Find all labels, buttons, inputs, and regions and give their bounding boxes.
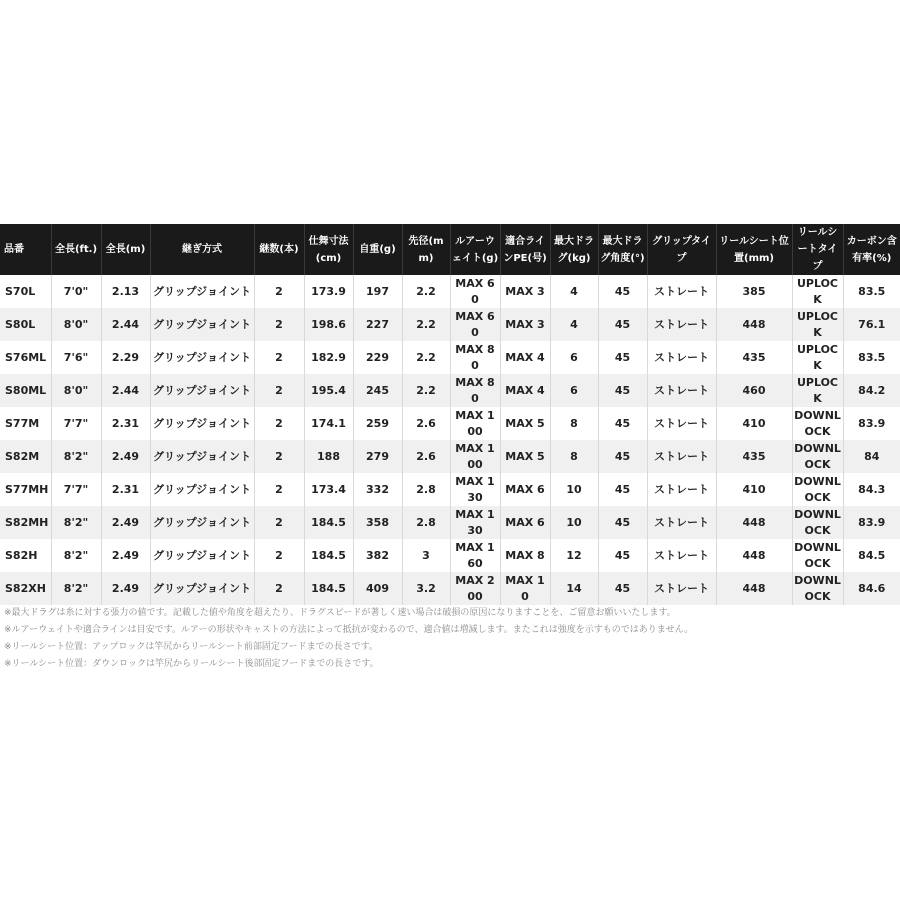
- table-cell: グリップジョイント: [150, 440, 254, 473]
- table-cell: 245: [353, 374, 402, 407]
- table-cell: MAX 60: [450, 308, 500, 341]
- spec-table-body: [0, 275, 900, 605]
- footnote: ※最大ドラグは糸に対する張力の値です。記載した値や角度を超えたり、ドラグスピードが著しく速い場合は破損の原因になりますことを、ご留意お願いいたします。: [4, 608, 676, 618]
- table-cell: 2.49: [101, 539, 150, 572]
- table-cell: 6: [550, 341, 598, 374]
- table-cell: 8'2": [51, 440, 101, 473]
- table-cell: 6: [550, 374, 598, 407]
- table-cell: 2: [254, 308, 304, 341]
- footnotes: [4, 605, 896, 673]
- column-header: 自重(g): [353, 224, 402, 275]
- table-cell: UPLOCK: [792, 275, 843, 308]
- model-number-cell: S77M: [0, 407, 51, 440]
- table-cell: 460: [716, 374, 792, 407]
- column-header: 継ぎ方式: [150, 224, 254, 275]
- table-cell: 448: [716, 308, 792, 341]
- column-header: 全長(ft.): [51, 224, 101, 275]
- table-cell: 448: [716, 539, 792, 572]
- table-cell: グリップジョイント: [150, 506, 254, 539]
- spec-table: [0, 224, 900, 605]
- table-cell: 2: [254, 407, 304, 440]
- table-cell: ストレート: [647, 440, 716, 473]
- table-cell: 2.2: [402, 308, 450, 341]
- table-cell: 2.31: [101, 407, 150, 440]
- table-cell: 2.49: [101, 572, 150, 605]
- table-cell: MAX 6: [500, 473, 550, 506]
- table-cell: 385: [716, 275, 792, 308]
- table-cell: 382: [353, 539, 402, 572]
- table-cell: 8'2": [51, 572, 101, 605]
- table-cell: 2: [254, 440, 304, 473]
- table-cell: 409: [353, 572, 402, 605]
- model-number-cell: S82MH: [0, 506, 51, 539]
- column-header: カーボン含有率(%): [843, 224, 900, 275]
- table-cell: 198.6: [304, 308, 353, 341]
- table-cell: 229: [353, 341, 402, 374]
- table-cell: 76.1: [843, 308, 900, 341]
- table-cell: 259: [353, 407, 402, 440]
- table-cell: MAX 60: [450, 275, 500, 308]
- table-row: [0, 407, 900, 440]
- column-header: 先径(mm): [402, 224, 450, 275]
- table-cell: 45: [598, 407, 647, 440]
- table-cell: DOWNLOCK: [792, 506, 843, 539]
- table-cell: 2.49: [101, 440, 150, 473]
- table-cell: 83.5: [843, 275, 900, 308]
- table-cell: MAX 3: [500, 308, 550, 341]
- column-header: 最大ドラグ(kg): [550, 224, 598, 275]
- table-row: [0, 572, 900, 605]
- model-number-cell: S82XH: [0, 572, 51, 605]
- column-header: 最大ドラグ角度(°): [598, 224, 647, 275]
- table-cell: 8'0": [51, 308, 101, 341]
- table-cell: 2: [254, 572, 304, 605]
- table-cell: 8'2": [51, 506, 101, 539]
- table-row: [0, 374, 900, 407]
- table-cell: 3.2: [402, 572, 450, 605]
- table-cell: ストレート: [647, 374, 716, 407]
- table-cell: MAX 3: [500, 275, 550, 308]
- table-cell: 184.5: [304, 506, 353, 539]
- table-cell: 45: [598, 308, 647, 341]
- table-cell: 8: [550, 407, 598, 440]
- table-cell: 435: [716, 341, 792, 374]
- table-cell: MAX 200: [450, 572, 500, 605]
- table-cell: 2.31: [101, 473, 150, 506]
- table-cell: 184.5: [304, 572, 353, 605]
- table-cell: 8'2": [51, 539, 101, 572]
- table-cell: MAX 4: [500, 374, 550, 407]
- column-header: 適合ラインPE(号): [500, 224, 550, 275]
- model-number-cell: S70L: [0, 275, 51, 308]
- table-cell: グリップジョイント: [150, 341, 254, 374]
- table-cell: 8: [550, 440, 598, 473]
- table-row: [0, 308, 900, 341]
- footnote: ※ルアーウェイトや適合ラインは目安です。ルアーの形状やキャストの方法によって抵抗が変わるので、適合値は増減します。またこれは強度を示すものではありません。: [4, 625, 694, 635]
- table-cell: ストレート: [647, 572, 716, 605]
- model-number-cell: S77MH: [0, 473, 51, 506]
- table-cell: 10: [550, 506, 598, 539]
- table-cell: 173.9: [304, 275, 353, 308]
- table-cell: 2: [254, 374, 304, 407]
- table-cell: 84.6: [843, 572, 900, 605]
- table-cell: ストレート: [647, 308, 716, 341]
- table-cell: 45: [598, 572, 647, 605]
- table-row: [0, 341, 900, 374]
- table-cell: グリップジョイント: [150, 275, 254, 308]
- table-cell: 174.1: [304, 407, 353, 440]
- table-cell: 279: [353, 440, 402, 473]
- table-cell: MAX 130: [450, 506, 500, 539]
- table-cell: MAX 100: [450, 440, 500, 473]
- column-header: 継数(本): [254, 224, 304, 275]
- table-cell: MAX 80: [450, 374, 500, 407]
- table-cell: MAX 6: [500, 506, 550, 539]
- table-cell: 2.44: [101, 374, 150, 407]
- table-cell: MAX 10: [500, 572, 550, 605]
- table-cell: DOWNLOCK: [792, 473, 843, 506]
- table-cell: 2: [254, 341, 304, 374]
- table-cell: 45: [598, 341, 647, 374]
- table-cell: グリップジョイント: [150, 473, 254, 506]
- table-cell: 45: [598, 473, 647, 506]
- model-number-cell: S80L: [0, 308, 51, 341]
- table-cell: MAX 160: [450, 539, 500, 572]
- table-cell: UPLOCK: [792, 308, 843, 341]
- table-cell: 195.4: [304, 374, 353, 407]
- footnote: ※リールシート位置：アップロックは竿尻からリールシート前部固定フードまでの長さです。: [4, 642, 378, 652]
- column-header: グリップタイプ: [647, 224, 716, 275]
- table-cell: MAX 130: [450, 473, 500, 506]
- table-cell: グリップジョイント: [150, 572, 254, 605]
- table-cell: ストレート: [647, 341, 716, 374]
- model-number-cell: S82H: [0, 539, 51, 572]
- table-cell: 173.4: [304, 473, 353, 506]
- table-cell: 197: [353, 275, 402, 308]
- table-cell: UPLOCK: [792, 341, 843, 374]
- column-header: 品番: [0, 224, 51, 275]
- column-header: ルアーウェイト(g): [450, 224, 500, 275]
- table-cell: 2.44: [101, 308, 150, 341]
- table-cell: 435: [716, 440, 792, 473]
- table-cell: ストレート: [647, 539, 716, 572]
- table-row: [0, 440, 900, 473]
- table-cell: 45: [598, 506, 647, 539]
- table-cell: 2: [254, 539, 304, 572]
- table-cell: 2.6: [402, 440, 450, 473]
- table-cell: グリップジョイント: [150, 539, 254, 572]
- table-cell: 45: [598, 374, 647, 407]
- spec-table-container: [0, 224, 900, 605]
- table-cell: MAX 5: [500, 440, 550, 473]
- table-cell: 2: [254, 473, 304, 506]
- table-cell: MAX 5: [500, 407, 550, 440]
- table-cell: 2.6: [402, 407, 450, 440]
- table-cell: 2: [254, 506, 304, 539]
- table-cell: 7'0": [51, 275, 101, 308]
- table-cell: 14: [550, 572, 598, 605]
- table-cell: DOWNLOCK: [792, 407, 843, 440]
- table-cell: MAX 100: [450, 407, 500, 440]
- table-cell: 2.2: [402, 341, 450, 374]
- column-header: 全長(m): [101, 224, 150, 275]
- table-cell: MAX 4: [500, 341, 550, 374]
- table-cell: 2.8: [402, 473, 450, 506]
- table-cell: 4: [550, 308, 598, 341]
- table-cell: 45: [598, 440, 647, 473]
- table-cell: DOWNLOCK: [792, 572, 843, 605]
- table-cell: 12: [550, 539, 598, 572]
- table-cell: 84.3: [843, 473, 900, 506]
- table-cell: 83.9: [843, 407, 900, 440]
- table-cell: 45: [598, 275, 647, 308]
- table-cell: ストレート: [647, 473, 716, 506]
- table-cell: ストレート: [647, 407, 716, 440]
- table-cell: 7'7": [51, 473, 101, 506]
- table-cell: 332: [353, 473, 402, 506]
- table-cell: 2.2: [402, 374, 450, 407]
- table-row: [0, 473, 900, 506]
- table-cell: 10: [550, 473, 598, 506]
- table-cell: 448: [716, 572, 792, 605]
- table-row: [0, 506, 900, 539]
- spec-table-header: [0, 224, 900, 275]
- column-header: リールシート位置(mm): [716, 224, 792, 275]
- footnote: ※リールシート位置：ダウンロックは竿尻からリールシート後部固定フードまでの長さです。: [4, 659, 379, 669]
- table-cell: 84.2: [843, 374, 900, 407]
- table-cell: ストレート: [647, 275, 716, 308]
- table-cell: 7'6": [51, 341, 101, 374]
- table-cell: 2.13: [101, 275, 150, 308]
- table-cell: 410: [716, 407, 792, 440]
- table-cell: ストレート: [647, 506, 716, 539]
- table-cell: 2: [254, 275, 304, 308]
- column-header: リールシートタイプ: [792, 224, 843, 275]
- table-cell: MAX 8: [500, 539, 550, 572]
- table-cell: 188: [304, 440, 353, 473]
- table-row: [0, 539, 900, 572]
- table-cell: 83.9: [843, 506, 900, 539]
- table-cell: 2.2: [402, 275, 450, 308]
- column-header: 仕舞寸法(cm): [304, 224, 353, 275]
- table-cell: 410: [716, 473, 792, 506]
- table-cell: 448: [716, 506, 792, 539]
- model-number-cell: S76ML: [0, 341, 51, 374]
- table-cell: 83.5: [843, 341, 900, 374]
- table-cell: 84: [843, 440, 900, 473]
- table-cell: グリップジョイント: [150, 407, 254, 440]
- table-cell: UPLOCK: [792, 374, 843, 407]
- table-cell: 2.8: [402, 506, 450, 539]
- table-row: [0, 275, 900, 308]
- table-cell: グリップジョイント: [150, 374, 254, 407]
- table-cell: MAX 80: [450, 341, 500, 374]
- header-row: [0, 224, 900, 275]
- table-cell: 2.49: [101, 506, 150, 539]
- table-cell: 84.5: [843, 539, 900, 572]
- table-cell: 7'7": [51, 407, 101, 440]
- table-cell: 3: [402, 539, 450, 572]
- table-cell: 358: [353, 506, 402, 539]
- table-cell: 2.29: [101, 341, 150, 374]
- table-cell: 227: [353, 308, 402, 341]
- table-cell: DOWNLOCK: [792, 539, 843, 572]
- model-number-cell: S82M: [0, 440, 51, 473]
- table-cell: 182.9: [304, 341, 353, 374]
- table-cell: DOWNLOCK: [792, 440, 843, 473]
- model-number-cell: S80ML: [0, 374, 51, 407]
- table-cell: 8'0": [51, 374, 101, 407]
- table-cell: 45: [598, 539, 647, 572]
- table-cell: 4: [550, 275, 598, 308]
- table-cell: グリップジョイント: [150, 308, 254, 341]
- table-cell: 184.5: [304, 539, 353, 572]
